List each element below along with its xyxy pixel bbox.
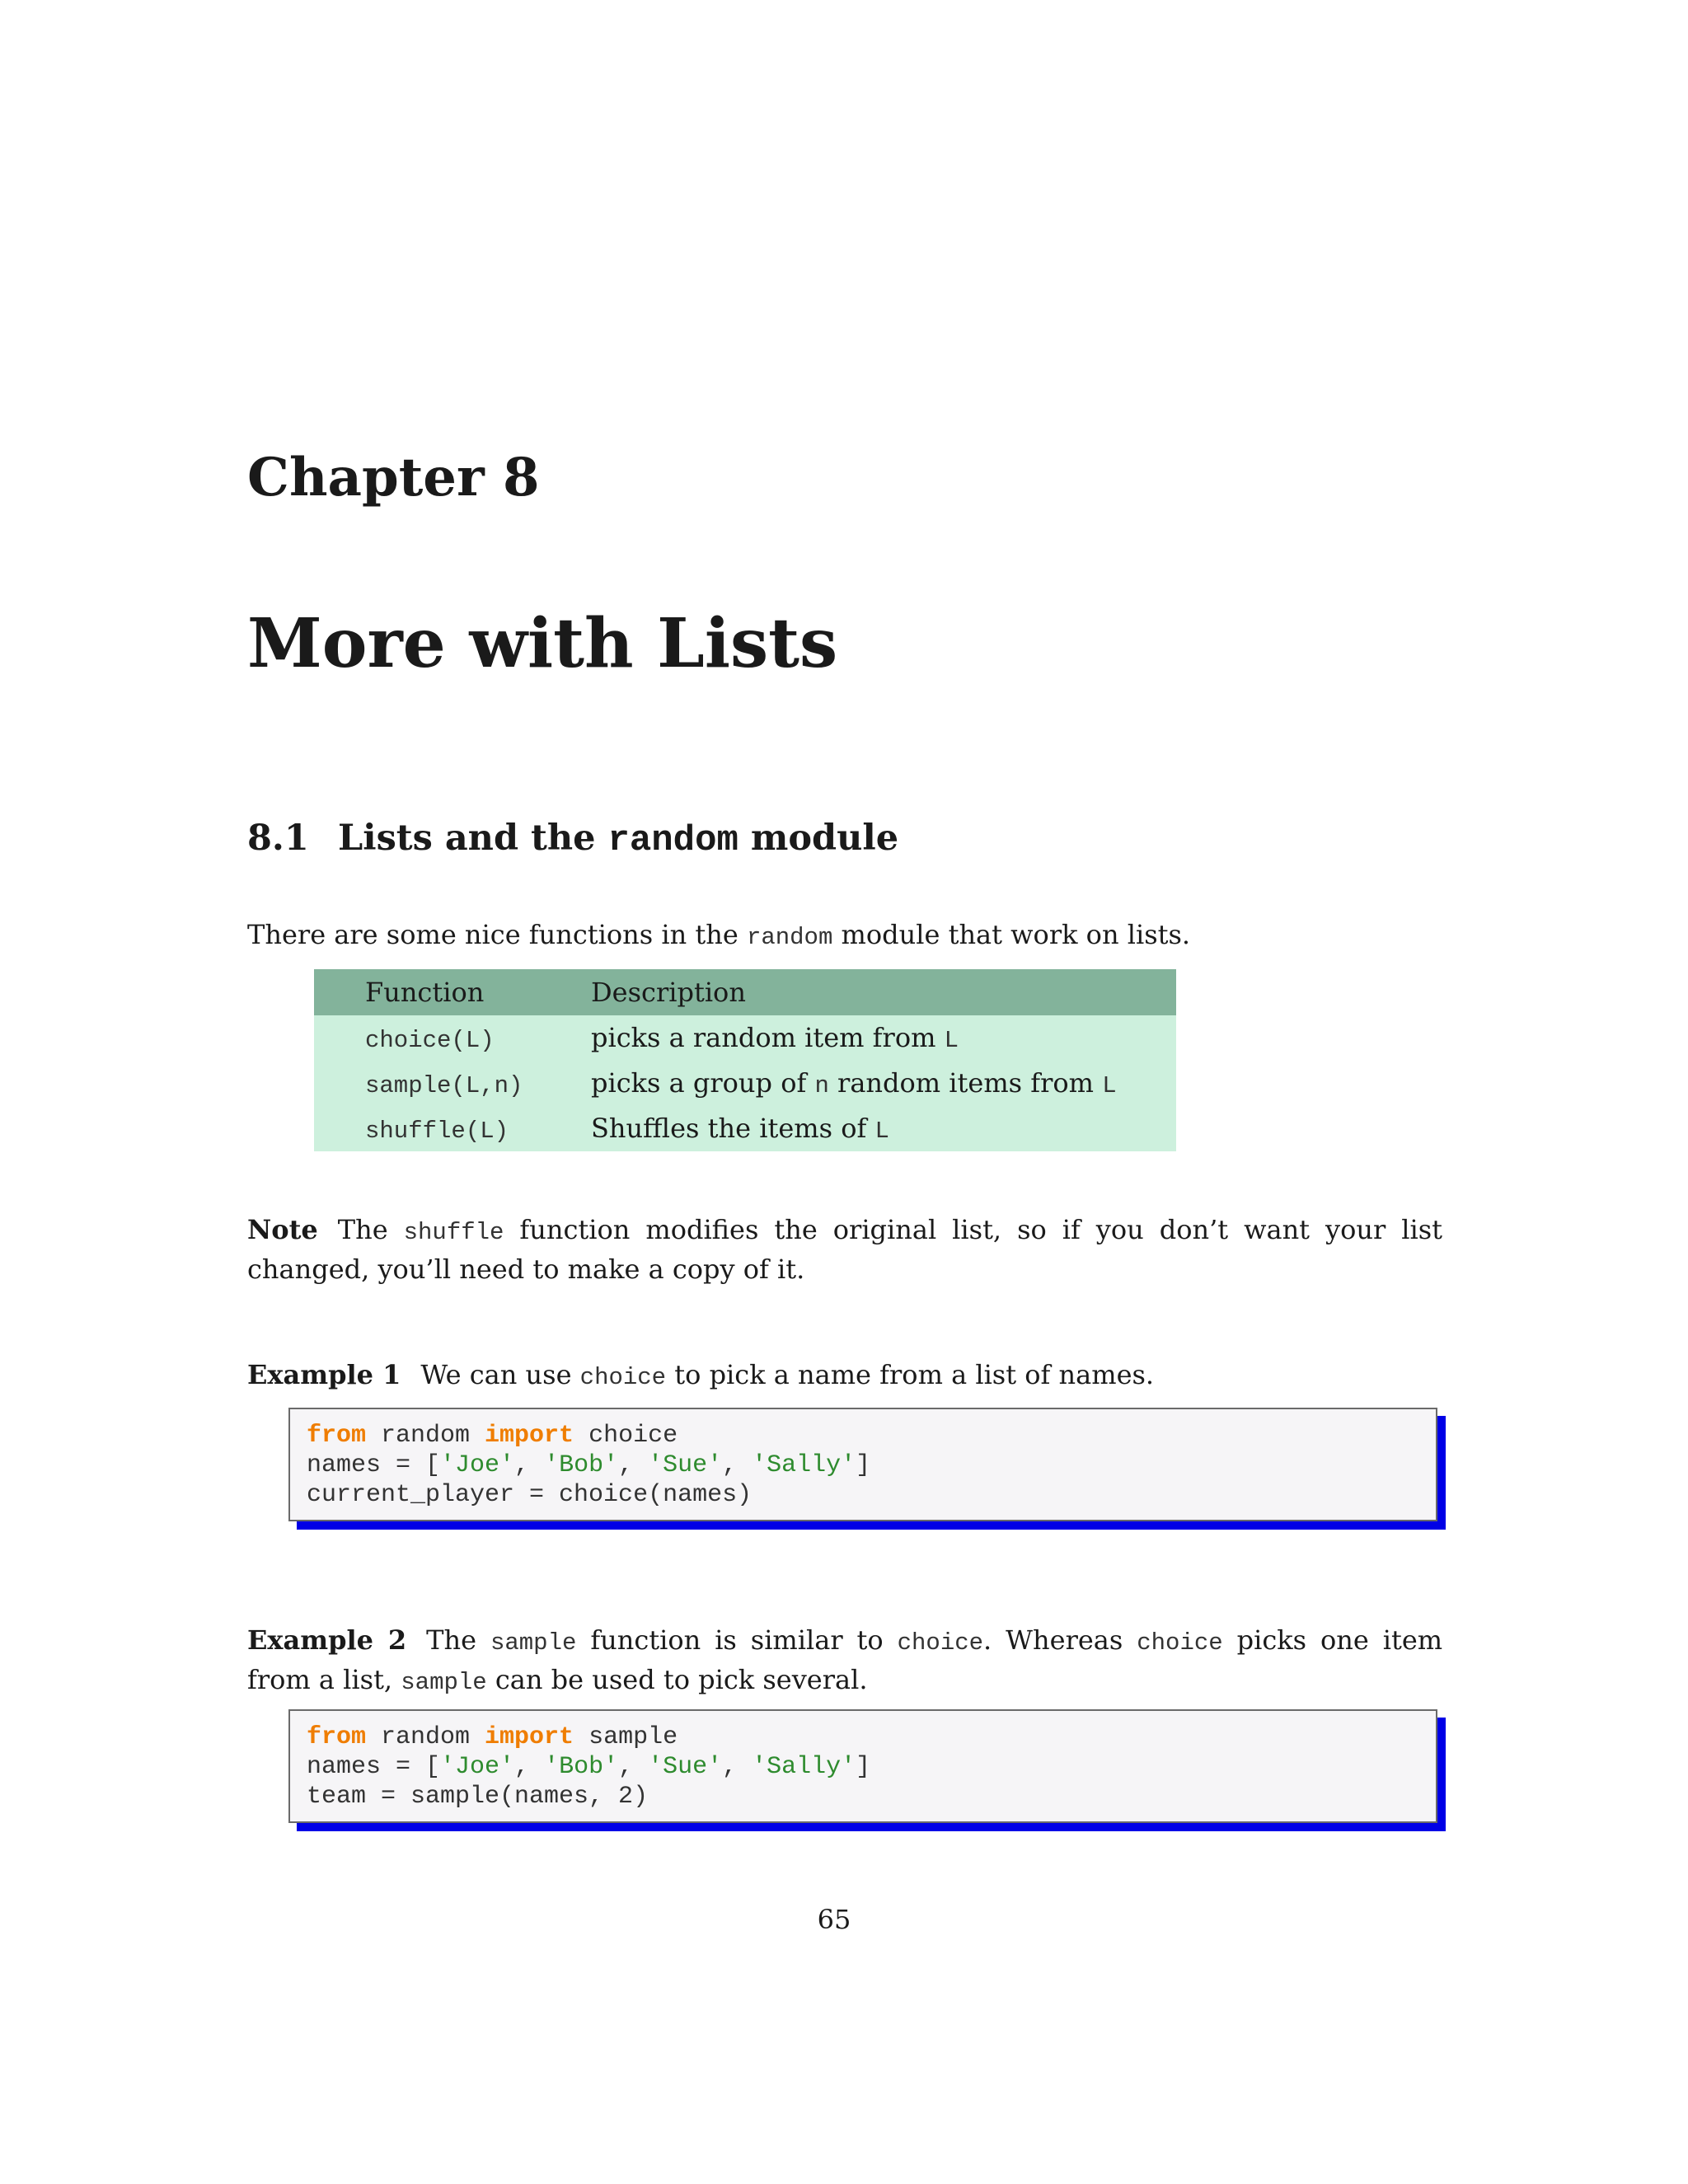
code-line [307, 1451, 1436, 1480]
description-text: picks a random item from [591, 1022, 936, 1053]
note-paragraph [247, 1212, 1442, 1287]
example2-text: function is similar to [590, 1624, 884, 1656]
string-literal: 'Joe' [440, 1451, 515, 1479]
example1-paragraph [247, 1357, 1442, 1396]
code-text: names = [ [307, 1451, 441, 1479]
intro-code: random [746, 924, 833, 951]
string-literal: 'Bob' [544, 1451, 619, 1479]
table-cell-description [591, 1106, 1176, 1151]
code-line [307, 1421, 1436, 1451]
code-text: names = [ [307, 1753, 441, 1781]
table-header-row [314, 969, 1176, 1015]
keyword: import [485, 1723, 574, 1751]
table-row [314, 1061, 1176, 1106]
section-title-end: module [750, 818, 899, 859]
example2-text: picks one item from a list, [247, 1624, 1443, 1695]
code-line: current_player = choice(names) [307, 1481, 753, 1509]
description-code: L [1102, 1072, 1117, 1099]
code-text: sample [574, 1723, 678, 1751]
code-text: choice [574, 1422, 678, 1450]
table-row [314, 1106, 1176, 1151]
code-text: ] [856, 1753, 871, 1781]
code-block-example2 [288, 1709, 1437, 1823]
example2-text: can be used to pick several. [495, 1664, 868, 1695]
example1-label: Example 1 [247, 1359, 401, 1390]
example1-text: We can use [420, 1359, 572, 1390]
keyword: import [485, 1422, 574, 1450]
code-text: random [366, 1723, 485, 1751]
section-title-code: random [607, 820, 738, 861]
code-text: , [618, 1451, 649, 1479]
function-name: sample(L,n) [365, 1072, 523, 1099]
table-header-function: Function [314, 969, 591, 1015]
code-text: ] [856, 1451, 871, 1479]
table-row [314, 1015, 1176, 1061]
table-cell-function [314, 1015, 591, 1061]
example2-text: The [426, 1624, 477, 1656]
string-literal: 'Sally' [752, 1451, 856, 1479]
description-code: L [874, 1118, 889, 1145]
section-heading [247, 818, 899, 861]
string-literal: 'Joe' [440, 1753, 515, 1781]
code-text: random [366, 1422, 485, 1450]
table-header-description: Description [591, 969, 1176, 1015]
code-block-example1 [288, 1408, 1437, 1521]
example2-paragraph [247, 1622, 1442, 1701]
example2-code: choice [1137, 1629, 1223, 1657]
code-text: , [514, 1451, 545, 1479]
code-text: , [618, 1753, 649, 1781]
note-text: The [337, 1214, 388, 1245]
string-literal: 'Sue' [648, 1753, 723, 1781]
example2-code: sample [490, 1629, 577, 1657]
string-literal: 'Bob' [544, 1753, 619, 1781]
section-number: 8.1 [247, 818, 309, 859]
description-code: L [944, 1027, 959, 1054]
section-title-start: Lists and the [338, 818, 596, 859]
string-literal: 'Sally' [752, 1753, 856, 1781]
example1-text: to pick a name from a list of names. [674, 1359, 1155, 1390]
example2-label: Example 2 [247, 1624, 407, 1656]
keyword: from [307, 1422, 367, 1450]
page-number: 65 [817, 1904, 851, 1935]
code-text: , [722, 1753, 753, 1781]
function-name: shuffle(L) [365, 1118, 509, 1145]
function-table [314, 969, 1176, 1151]
code-text: , [722, 1451, 753, 1479]
code-line: team = sample(names, 2) [307, 1783, 649, 1811]
code-line [307, 1752, 1436, 1782]
function-name: choice(L) [365, 1027, 495, 1054]
table-cell-description [591, 1061, 1176, 1106]
description-text: random items from [837, 1067, 1095, 1099]
note-text: function modifies the original list, so if you don’t want your list changed, you’ll need to make a copy of it. [247, 1214, 1443, 1285]
table-cell-function [314, 1106, 591, 1151]
note-label: Note [247, 1214, 318, 1245]
code-text: , [514, 1753, 545, 1781]
intro-text-end: module that work on lists. [841, 919, 1191, 950]
string-literal: 'Sue' [648, 1451, 723, 1479]
description-text: picks a group of [591, 1067, 807, 1099]
table-cell-function [314, 1061, 591, 1106]
keyword: from [307, 1723, 367, 1751]
code-line [307, 1722, 1436, 1752]
chapter-title: More with Lists [247, 604, 838, 683]
example1-code: choice [579, 1364, 667, 1391]
description-code: n [814, 1072, 829, 1099]
example2-code: sample [401, 1669, 487, 1696]
description-text: Shuffles the items of [591, 1113, 867, 1144]
example2-text: . Whereas [983, 1624, 1123, 1656]
intro-paragraph [247, 916, 1442, 956]
table-cell-description [591, 1015, 1176, 1061]
chapter-label: Chapter 8 [247, 447, 540, 509]
intro-text-start: There are some nice functions in the [247, 919, 738, 950]
note-code: shuffle [403, 1219, 504, 1246]
example2-code: choice [897, 1629, 984, 1657]
